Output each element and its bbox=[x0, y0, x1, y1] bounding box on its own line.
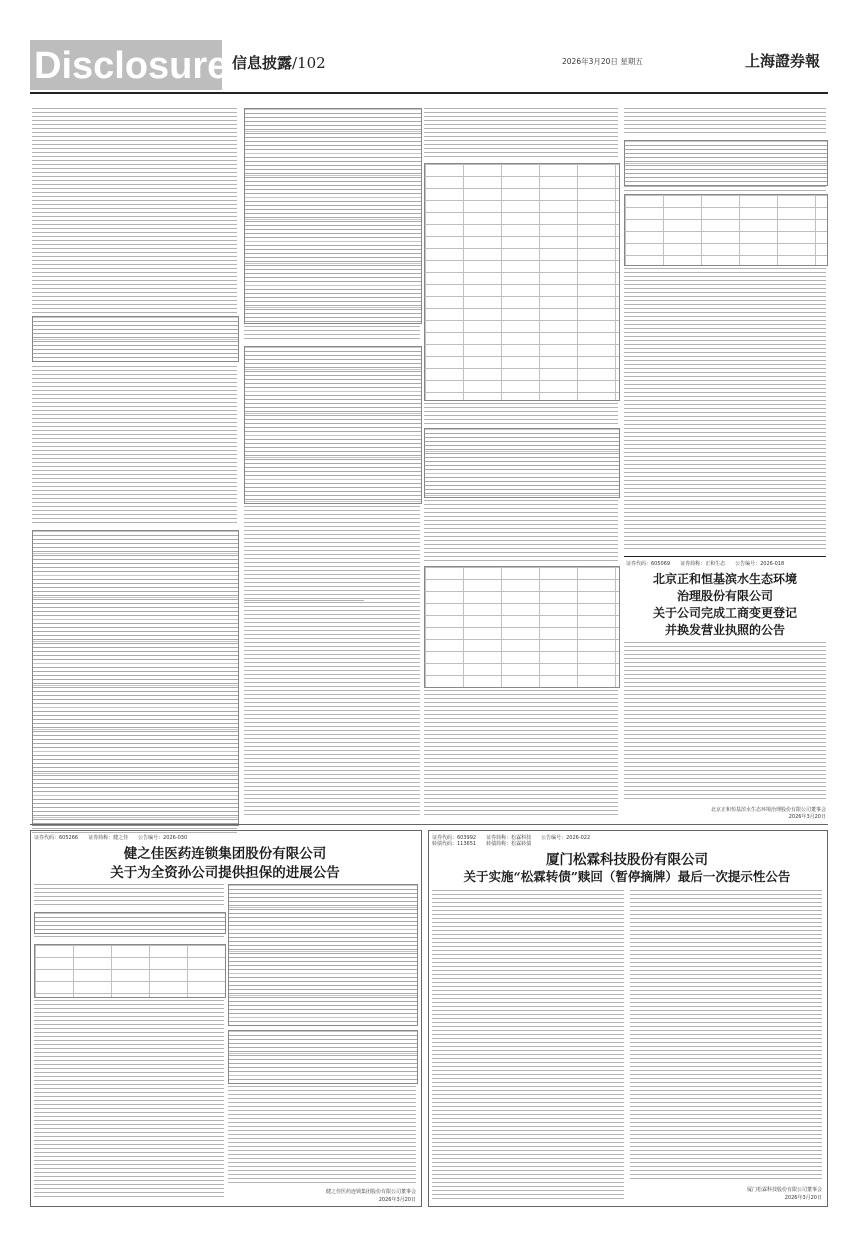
body-text-block bbox=[244, 506, 420, 818]
section-divider bbox=[30, 824, 828, 825]
notice-title-ecology-line2: 治理股份有限公司 bbox=[676, 589, 773, 603]
data-table bbox=[228, 884, 418, 1026]
newspaper-name: 上海證券報 bbox=[745, 52, 821, 70]
notice-header-jianzhijia: 证券代码：605266 证券简称：健之佳 公告编号：2026-030 bbox=[34, 835, 188, 841]
notice-date-jianzhijia: 2026年3月20日 bbox=[378, 1197, 416, 1203]
page-number: /102 bbox=[292, 54, 326, 72]
notice-title-ecology-line4: 并换发营业执照的公告 bbox=[664, 623, 785, 637]
section-title bbox=[232, 52, 326, 73]
body-text-block bbox=[624, 108, 826, 136]
section-title-cn: 信息披露 bbox=[232, 54, 293, 72]
notice-title-ecology-line3: 关于公司完成工商变更登记 bbox=[652, 606, 797, 620]
body-text-block bbox=[424, 690, 618, 816]
body-text-block bbox=[424, 500, 618, 564]
data-table bbox=[34, 912, 226, 934]
notice-date-ecology: 2026年3月20日 bbox=[788, 814, 826, 820]
notice-date-songlin: 2026年3月20日 bbox=[784, 1195, 822, 1201]
notice-signature-ecology: 北京正和恒基滨水生态环境治理股份有限公司董事会 bbox=[710, 807, 826, 813]
notice-header-songlin: 证券代码：603992 证券简称：松霖科技 公告编号：2026-022 bbox=[432, 835, 591, 841]
body-text-block bbox=[32, 108, 237, 313]
data-table bbox=[32, 316, 239, 362]
body-text-block bbox=[424, 108, 618, 160]
data-table bbox=[244, 108, 422, 324]
body-text-block bbox=[228, 1086, 416, 1186]
data-table bbox=[32, 530, 239, 826]
body-text-block bbox=[624, 186, 826, 192]
section-logo-text: Disclosure bbox=[34, 45, 229, 87]
data-table bbox=[624, 140, 828, 186]
data-table bbox=[424, 566, 620, 688]
notice-title-ecology-line1: 北京正和恒基滨水生态环境 bbox=[652, 572, 797, 586]
body-text-block bbox=[34, 884, 224, 908]
body-text-block bbox=[244, 600, 364, 602]
body-text-block bbox=[624, 642, 826, 802]
body-text-block bbox=[34, 936, 224, 940]
notice-signature-jianzhijia: 健之佳医药连锁集团股份有限公司董事会 bbox=[325, 1189, 416, 1195]
body-text-block bbox=[424, 403, 618, 425]
data-table bbox=[424, 163, 620, 401]
notice-signature-songlin: 厦门松霖科技股份有限公司董事会 bbox=[746, 1187, 822, 1193]
data-table bbox=[34, 944, 226, 998]
notice-header-ecology: 证券代码：605069 证券简称：正和生态 公告编号：2026-018 bbox=[626, 561, 785, 567]
body-text-block bbox=[624, 268, 826, 550]
notice-header2-songlin: 转债代码：113651 转债简称：松霖转债 bbox=[432, 841, 532, 847]
notice-title-jianzhijia-line2: 关于为全资孙公司提供担保的进展公告 bbox=[110, 865, 340, 881]
body-text-block bbox=[630, 890, 822, 1182]
data-table bbox=[244, 346, 422, 504]
body-text-block bbox=[32, 366, 237, 524]
section-logo-block bbox=[30, 40, 229, 90]
notice-top-rule bbox=[624, 556, 826, 557]
data-table bbox=[228, 1030, 418, 1084]
issue-date: 2026年3月20日 星期五 bbox=[562, 57, 643, 66]
notice-title-songlin-line1: 厦门松霖科技股份有限公司 bbox=[546, 852, 708, 868]
body-text-block bbox=[244, 326, 420, 342]
masthead-rule bbox=[30, 92, 828, 94]
data-table bbox=[624, 194, 828, 266]
data-table bbox=[424, 428, 620, 498]
body-text-block bbox=[432, 890, 624, 1200]
body-text-block bbox=[34, 1000, 224, 1200]
notice-title-jianzhijia-line1: 健之佳医药连锁集团股份有限公司 bbox=[123, 846, 327, 862]
notice-title-songlin-line2: 关于实施“松霖转债”赎回（暂停摘牌）最后一次提示性公告 bbox=[463, 869, 791, 884]
